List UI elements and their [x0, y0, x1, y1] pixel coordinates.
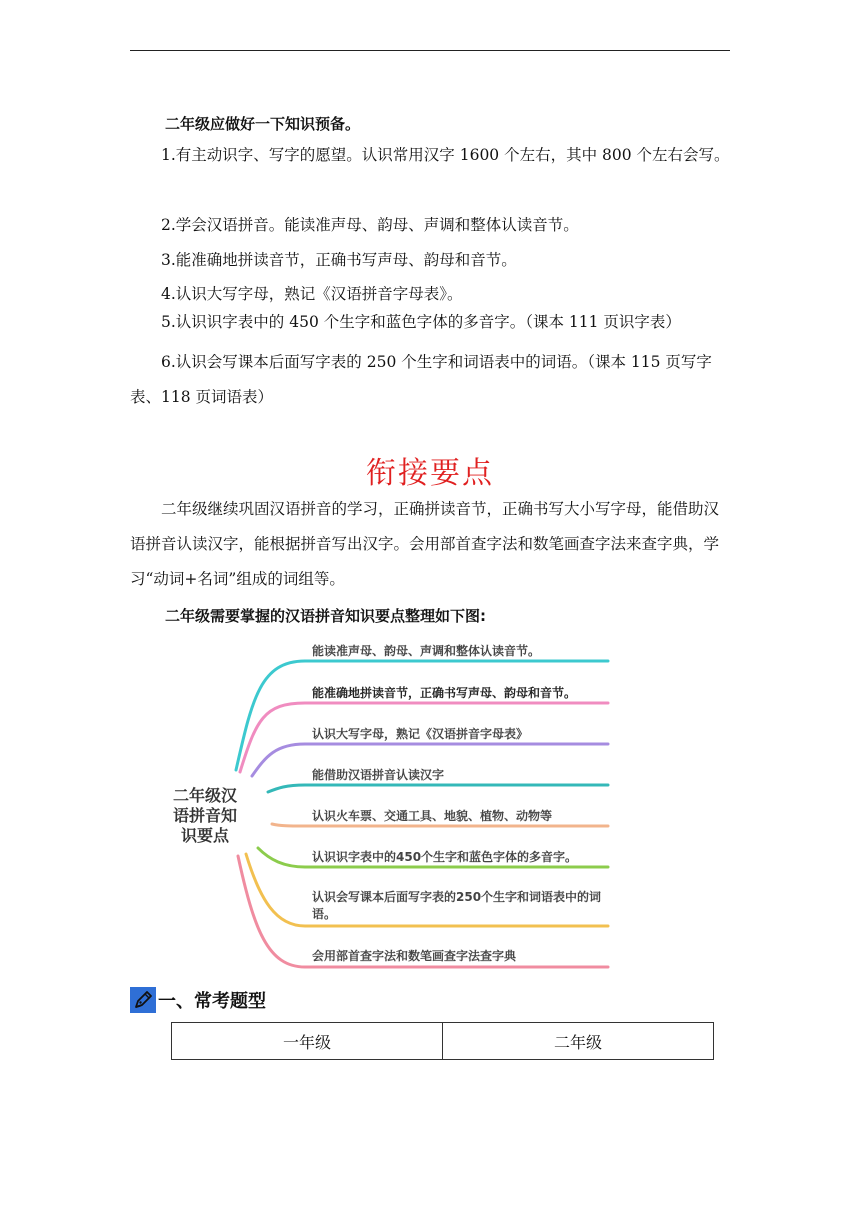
center-line-1: 二年级汉: [172, 786, 237, 805]
branch-label-4: 能借助汉语拼音认读汉字: [312, 768, 445, 782]
table-header-row: [172, 1023, 714, 1060]
branch-line-1: [236, 661, 608, 770]
branch-label-5: 认识火车票、交通工具、地貌、植物、动物等: [312, 809, 553, 823]
branch-line-5: [272, 824, 608, 826]
center-line-2: 语拼音知: [172, 806, 237, 825]
mindmap-center: [160, 786, 250, 846]
intro-item-6: 6.认识会写课本后面写字表的 250 个生字和词语表中的词语。（课本 115 页写字表、118 页词语表）: [130, 353, 712, 406]
grade-table: [171, 1022, 714, 1060]
section-title: 衔接要点: [366, 456, 494, 491]
exam-section-title: 一、常考题型: [158, 991, 266, 1012]
intro-item-3: 3.能准确地拼读音节，正确书写声母、韵母和音节。: [161, 251, 517, 269]
diagram-heading: 二年级需要掌握的汉语拼音知识要点整理如下图:: [165, 607, 487, 625]
intro-item-1: 1.有主动识字、写字的愿望。认识常用汉字 1600 个左右，其中 800 个左右会写。: [161, 146, 730, 164]
intro-item-2: 2.学会汉语拼音。能读准声母、韵母、声调和整体认读音节。: [161, 216, 579, 234]
header-rule: [130, 50, 730, 51]
branch-label-2: 能准确地拼读音节，正确书写声母、韵母和音节。: [312, 686, 577, 700]
pen-icon: [130, 987, 156, 1013]
branch-label-3: 认识大写字母，熟记《汉语拼音字母表》: [312, 727, 529, 741]
intro-item-4: 4.认识大写字母，熟记《汉语拼音字母表》。: [161, 285, 463, 303]
branch-label-8: 会用部首查字法和数笔画查字法查字典: [312, 949, 517, 963]
branch-line-4: [268, 785, 608, 792]
branch-label-6: 认识识字表中的450个生字和蓝色字体的多音字。: [312, 850, 578, 864]
intro-item-5: 5.认识识字表中的 450 个生字和蓝色字体的多音字。（课本 111 页识字表）: [161, 313, 681, 331]
intro-heading: 二年级应做好一下知识预备。: [165, 115, 361, 133]
branch-label-1: 能读准声母、韵母、声调和整体认读音节。: [312, 644, 541, 658]
column-grade-1: 一年级: [172, 1023, 443, 1060]
column-grade-2: 二年级: [443, 1023, 714, 1060]
exam-section-heading: [130, 986, 266, 1014]
branch-label-7: 认识会写课本后面写字表的250个生字和词语表中的词语。: [312, 890, 602, 921]
section-paragraph: 二年级继续巩固汉语拼音的学习，正确拼读音节，正确书写大小写字母，能借助汉语拼音认读汉字，能根据拼音写出汉字。会用部首查字法和数笔画查字法来查字典，学习“动词+名词”组成的词组等。: [130, 500, 720, 588]
center-line-3: 识要点: [180, 826, 229, 845]
